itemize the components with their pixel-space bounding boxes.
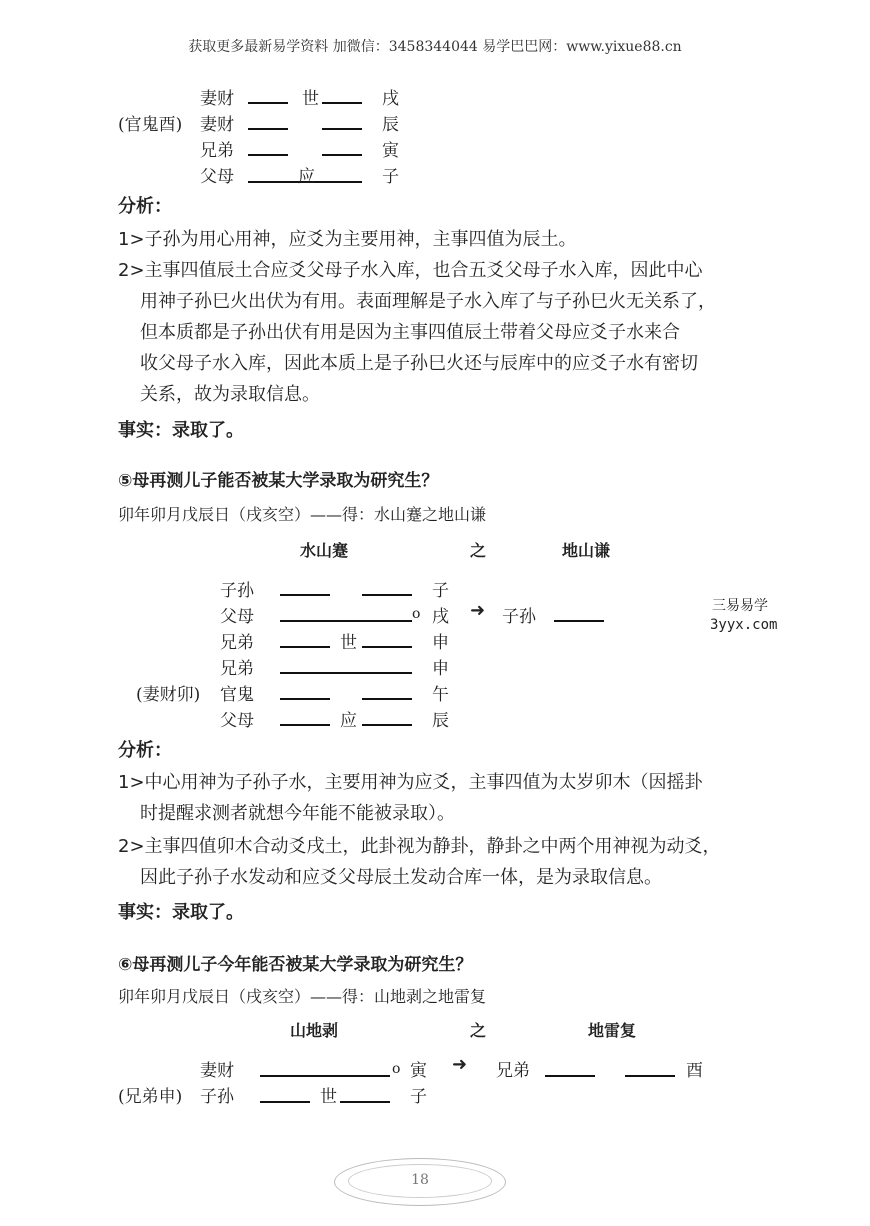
yin-line-right — [322, 128, 362, 130]
moving-line-marker: o — [392, 1061, 401, 1077]
hex6-row1-name: 妻财 — [200, 1061, 234, 1081]
yang-line — [280, 672, 412, 674]
hex5-row1-branch: 子 — [432, 581, 449, 601]
hex6-row2-prefix: (兄弟申) — [118, 1087, 183, 1107]
yang-line — [280, 620, 412, 622]
hex5-row6-branch: 辰 — [432, 711, 449, 731]
hex6-change-branch: 酉 — [686, 1061, 703, 1081]
yin-line-right — [322, 154, 362, 156]
case-5-main-hexagram: 水山蹇 — [300, 541, 349, 560]
hex1-row1-name: 妻财 — [200, 89, 234, 109]
case-6-main-hexagram: 山地剥 — [290, 1021, 339, 1040]
analysis-point-1: 1>子孙为用心用神，应爻为主要用神，主事四值为辰土。 — [118, 229, 577, 250]
case-6-date: 卯年卯月戊辰日（戌亥空）——得：山地剥之地雷复 — [118, 987, 487, 1006]
watermark-url: 3yyx.com — [710, 617, 778, 633]
fact-line: 事实：录取了。 — [118, 902, 244, 923]
case-5-date: 卯年卯月戊辰日（戌亥空）——得：水山蹇之地山谦 — [118, 505, 487, 524]
hex5-row5-name: 官鬼 — [220, 685, 254, 705]
change-arrow: ➜ — [470, 600, 486, 621]
hex1-row2-name: 妻财 — [200, 115, 234, 135]
hex1-row1-mark: 世 — [302, 89, 319, 109]
yin-line-right — [362, 646, 412, 648]
hex5-row3-mark: 世 — [340, 633, 357, 653]
yin-line-right — [362, 594, 412, 596]
hex5-row6-mark: 应 — [340, 711, 357, 731]
case-6-title: ⑥母再测儿子今年能否被某大学录取为研究生？ — [118, 955, 473, 975]
hex1-row4-name: 父母 — [200, 167, 234, 187]
hex1-row2-prefix: (官鬼酉) — [118, 115, 183, 135]
hex6-row1-branch: 寅 — [410, 1061, 427, 1081]
hex5-row5-prefix: (妻财卯) — [136, 685, 201, 705]
yin-line-left — [248, 128, 288, 130]
hex1-row3-name: 兄弟 — [200, 141, 234, 161]
case-5-title: ⑤母再测儿子能否被某大学录取为研究生？ — [118, 471, 439, 491]
case-5-zhi: 之 — [470, 541, 487, 560]
hex5-row3-branch: 申 — [432, 633, 449, 653]
hex6-row2-branch: 子 — [410, 1087, 427, 1107]
hex5-row4-name: 兄弟 — [220, 659, 254, 679]
moving-line-marker: o — [412, 606, 421, 622]
analysis-point-1-line1: 1>中心用神为子孙子水，主要用神为应爻，主事四值为太岁卯木（因摇卦 — [118, 772, 703, 793]
yin-line-left — [248, 102, 288, 104]
yin-line-right — [362, 724, 412, 726]
analysis-point-2-line2: 因此子孙子水发动和应爻父母辰土发动合库一体，是为录取信息。 — [140, 867, 662, 888]
yin-line-right — [322, 102, 362, 104]
changed-yin-line-left — [545, 1075, 595, 1077]
analysis-heading: 分析： — [118, 740, 172, 761]
analysis-heading: 分析： — [118, 196, 172, 217]
case-6-zhi: 之 — [470, 1021, 487, 1040]
yin-line-left — [280, 698, 330, 700]
analysis-point-2-line1: 2>主事四值辰土合应爻父母子水入库，也合五爻父母子水入库，因此中心 — [118, 260, 703, 281]
hex5-row4-branch: 申 — [432, 659, 449, 679]
hex5-change-name: 子孙 — [502, 607, 536, 627]
hex5-row1-name: 子孙 — [220, 581, 254, 601]
analysis-point-2-line4: 收父母子水入库，因此本质上是子孙巳火还与辰库中的应爻子水有密切 — [140, 353, 698, 374]
hex5-row2-name: 父母 — [220, 607, 254, 627]
fact-line: 事实：录取了。 — [118, 420, 244, 441]
hex1-row4-branch: 子 — [382, 167, 399, 187]
page-number: 18 — [411, 1172, 429, 1188]
hex6-change-name: 兄弟 — [496, 1061, 530, 1081]
analysis-point-2-line3: 但本质都是子孙出伏有用是因为主事四值辰土带着父母应爻子水来合 — [140, 322, 680, 343]
yang-line — [260, 1075, 390, 1077]
yin-line-left — [260, 1101, 310, 1103]
hex5-row6-name: 父母 — [220, 711, 254, 731]
change-arrow: ➜ — [452, 1054, 468, 1075]
page-header: 获取更多最新易学资料 加微信：3458344044 易学巴巴网：www.yixue88.cn — [188, 39, 682, 55]
yin-line-left — [280, 724, 330, 726]
yin-line-left — [280, 594, 330, 596]
hex6-row2-name: 子孙 — [200, 1087, 234, 1107]
yin-line-right — [362, 698, 412, 700]
analysis-point-2-line1: 2>主事四值卯木合动爻戌土，此卦视为静卦，静卦之中两个用神视为动爻， — [118, 836, 721, 857]
analysis-point-2-line2: 用神子孙巳火出伏为有用。表面理解是子水入库了与子孙巳火无关系了， — [140, 291, 716, 312]
yin-line-left — [248, 154, 288, 156]
yin-line-right — [340, 1101, 390, 1103]
analysis-point-1-line2: 时提醒求测者就想今年能不能被录取）。 — [140, 803, 455, 824]
case-5-changed-hexagram: 地山谦 — [562, 541, 611, 560]
hex1-row2-branch: 辰 — [382, 115, 399, 135]
yin-line-left — [280, 646, 330, 648]
hex1-row3-branch: 寅 — [382, 141, 399, 161]
hex5-row5-branch: 午 — [432, 685, 449, 705]
hex1-row1-branch: 戌 — [382, 89, 399, 109]
changed-yin-line — [554, 620, 604, 622]
analysis-point-2-line5: 关系，故为录取信息。 — [140, 384, 320, 405]
hex5-row2-branch: 戌 — [432, 607, 449, 627]
hex1-row4-mark: 应 — [298, 167, 315, 187]
changed-yin-line-right — [625, 1075, 675, 1077]
hex6-row2-mark: 世 — [320, 1087, 337, 1107]
case-6-changed-hexagram: 地雷复 — [588, 1021, 637, 1040]
hex5-row3-name: 兄弟 — [220, 633, 254, 653]
watermark-label: 三易易学 — [712, 598, 768, 614]
